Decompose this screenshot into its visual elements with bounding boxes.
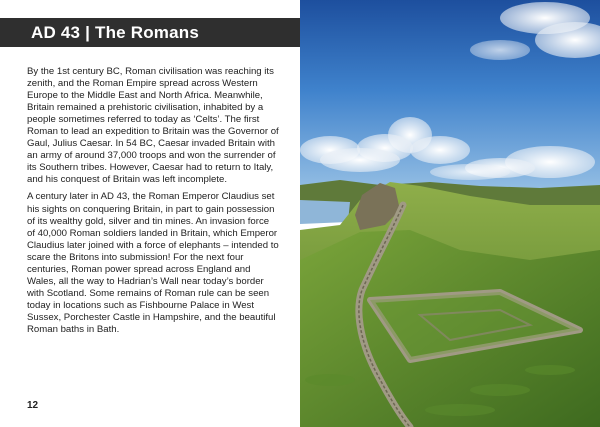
landscape-illustration xyxy=(300,0,600,427)
chapter-title: AD 43 | The Romans xyxy=(31,23,200,42)
hadrians-wall-photo xyxy=(300,0,600,427)
page-number: 12 xyxy=(27,400,39,411)
chapter-header-bar xyxy=(0,18,300,47)
paragraph-2: A century later in AD 43, the Roman Emperor Claudius set his sights on conquering Britain, in part to gain possession of its wealthy gold, silver and tin mines. An invasion force of 40,000 Roman soldiers landed in Britain, which Emperor Claudius later joined with a force of elephants – intended to scare the Britons into submission! For the next four centuries, Roman power spread across England and Wales, all the way to Hadrian’s Wall near today’s border with Scotland. Some remains of Roman rule can be seen today in locations such as Fishbourne Palace in West Sussex, Porchester Castle in Hampshire, and the beautiful Roman baths in Bath. xyxy=(27,191,279,335)
paragraph-1: By the 1st century BC, Roman civilisation was reaching its zenith, and the Roman Empire spread across Western Europe to the Middle East and North Africa. Meanwhile, Britain remained a prehistoric civilisation, inhabited by a people sometimes referred to today as ‘Celts’. The first Roman to lead an expedition to Britain was the Governor of Gaul, Julius Caesar. In 54 BC, Caesar invaded Britain with an army of around 37,000 troops and won the surrender of its Southern tribes. However, Caesar had to return to Italy, and his conquest of Britain was left incomplete. xyxy=(27,66,279,186)
lake xyxy=(300,200,350,224)
body-text xyxy=(27,66,279,336)
